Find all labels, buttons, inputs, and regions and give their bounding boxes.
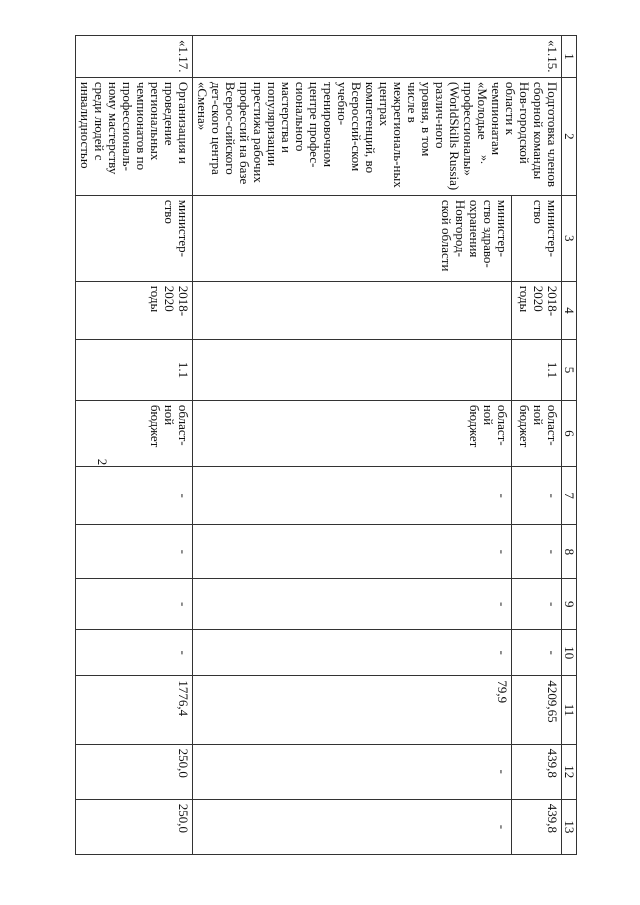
col-num: 7 bbox=[562, 466, 577, 524]
col-num: 8 bbox=[562, 525, 577, 579]
table-row bbox=[512, 36, 562, 855]
col-num: 11 bbox=[562, 676, 577, 744]
col-num: 6 bbox=[562, 400, 577, 466]
value-cell: - bbox=[76, 525, 193, 579]
item-number: «1.17. bbox=[76, 36, 193, 78]
value-cell: - bbox=[193, 466, 512, 524]
value-cell: 250,0 bbox=[76, 799, 193, 854]
target-indicator bbox=[193, 340, 512, 401]
executor: министер-ство bbox=[76, 195, 193, 281]
value-cell: 250,0 bbox=[76, 744, 193, 799]
value-cell: 439,8 bbox=[512, 744, 562, 799]
value-cell: - bbox=[193, 579, 512, 630]
value-cell: 79,9 bbox=[193, 676, 512, 744]
page-number: 2 bbox=[95, 458, 110, 466]
value-cell: 1776,4 bbox=[76, 676, 193, 744]
table-row bbox=[76, 36, 193, 855]
value-cell: 4209,65 bbox=[512, 676, 562, 744]
value-cell: 439,8 bbox=[512, 799, 562, 854]
col-num: 1 bbox=[562, 36, 577, 78]
value-cell: - bbox=[76, 579, 193, 630]
target-indicator: 1.1 bbox=[76, 340, 193, 401]
funding-source: област-ной бюджет bbox=[193, 400, 512, 466]
executor: министер-ство bbox=[512, 195, 562, 281]
program-table bbox=[75, 35, 577, 855]
column-number-row bbox=[562, 36, 577, 855]
item-number: «1.15. bbox=[193, 36, 562, 78]
col-num: 12 bbox=[562, 744, 577, 799]
value-cell: - bbox=[512, 466, 562, 524]
col-num: 4 bbox=[562, 281, 577, 339]
item-name: Подготовка членов сборной команды Нов-городской области к чемпионатам «Молодые профессионалы» (WorldSkills Russia) различ-ного уровня, в том числе в межрегиональ-ных центрах компетенций, во Всероссий-ском учебно-тренировочном центре профес-сионального мастерства и популяризации престижа рабочих профессий на базе Всерос-сийского дет-ского центра «Смена» bbox=[193, 77, 562, 195]
item-name: Организация и проведение региональных чемпионатов по профессиональ-ному мастерству среди людей с инвалидностью bbox=[76, 77, 193, 195]
period: 2018-2020 годы bbox=[512, 281, 562, 339]
value-cell: - bbox=[193, 525, 512, 579]
value-cell: - bbox=[76, 466, 193, 524]
col-num: 9 bbox=[562, 579, 577, 630]
col-num: 2 bbox=[562, 77, 577, 195]
value-cell: - bbox=[512, 579, 562, 630]
value-cell: - bbox=[76, 630, 193, 676]
executor: министер-ство здраво-охранения Новгород-ской области bbox=[193, 195, 512, 281]
period: 2018-2020 годы bbox=[76, 281, 193, 339]
value-cell: - bbox=[193, 799, 512, 854]
col-num: 10 bbox=[562, 630, 577, 676]
closing-quote: ». bbox=[478, 155, 492, 164]
funding-source: област-ной бюджет bbox=[512, 400, 562, 466]
col-num: 13 bbox=[562, 799, 577, 854]
period bbox=[193, 281, 512, 339]
value-cell: - bbox=[193, 744, 512, 799]
funding-source: област-ной бюджет bbox=[76, 400, 193, 466]
col-num: 5 bbox=[562, 340, 577, 401]
target-indicator: 1.1 bbox=[512, 340, 562, 401]
col-num: 3 bbox=[562, 195, 577, 281]
value-cell: - bbox=[193, 630, 512, 676]
value-cell: - bbox=[512, 525, 562, 579]
rotated-table-area bbox=[78, 35, 577, 855]
value-cell: - bbox=[512, 630, 562, 676]
